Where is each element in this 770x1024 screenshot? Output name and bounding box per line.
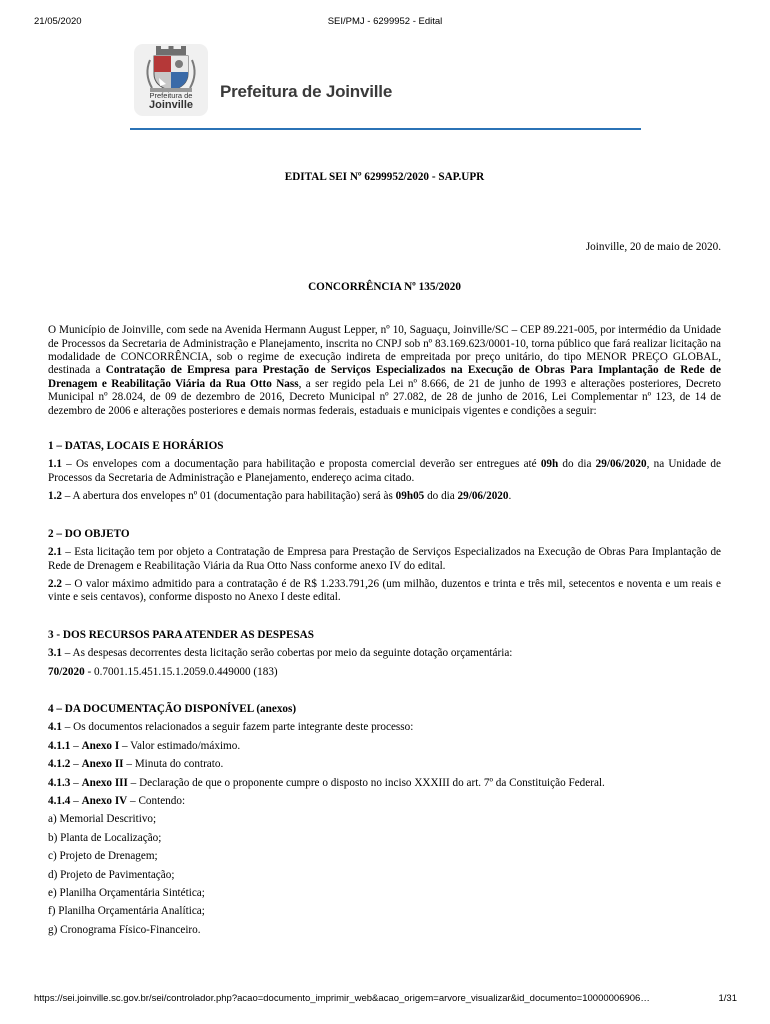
print-url: https://sei.joinville.sc.gov.br/sei/controlador.php?acao=documento_imprimir_web&acao_origem=arvore_visualizar&id_documento=10000006906… [34,993,650,1004]
date-line: Joinville, 20 de maio de 2020. [585,241,721,254]
annex-4-item: a) Memorial Descritivo; [48,813,157,826]
intro-paragraph: O Município de Joinville, com sede na Avenida Hermann August Lepper, nº 10, Saguaçu, Joinville/SC – CEP 89.221-005, por intermédio da Unidade de Processos da Secretaria de Administração e Planejamento, inscrita no CNPJ sob nº 83.169.623/0001-10, torna público que fará realizar licitação na modalidade de CONCORRÊNCIA, sob o regime de execução indireta de empreitada por preço unitário, do tipo MENOR PREÇO GLOBAL, destinada a Contratação de Empresa para Prestação de Serviços Especializados na Execução de Obras Para Implantação de Rede de Drenagem e Reabilitação Viária da Rua Otto Nass, a ser regido pela Lei nº 8.666, de 21 de junho de 1993 e alterações posteriores, Decreto Municipal nº 28.024, de 09 de dezembro de 2016, Decreto Municipal nº 27.082, de 28 de junho de 2016, Lei Complementar nº 123, de 14 de dezembro de 2006 e alterações posteriores e demais normas federais, estaduais e municipais vigentes e condições a seguir: [48,324,722,417]
paragraph-1-1: 1.1 – Os envelopes com a documentação para habilitação e proposta comercial deverão ser entregues até 09h do dia 29/06/2020, na Unidade de Processos da Secretaria de Administração e Planejamento, endereço acima citado. [48,458,721,484]
header-rule [130,128,641,130]
annex-3: 4.1.3 – Anexo III – Declaração de que o proponente cumpre o disposto no inciso XXXIII do art. 7º da Constituição Federal. [48,776,605,789]
city-logo-seal [134,44,208,116]
annex-4-item: d) Projeto de Pavimentação; [48,868,175,881]
section-3-heading: 3 - DOS RECURSOS PARA ATENDER AS DESPESAS [48,628,314,641]
edital-title: EDITAL SEI Nº 6299952/2020 - SAP.UPR [284,171,485,183]
paragraph-3-1: 3.1 – As despesas decorrentes desta licitação serão cobertas por meio da seguinte dotação orçamentária: [48,647,513,660]
annex-4-item: f) Planilha Orçamentária Analítica; [48,905,205,918]
section-1-heading: 1 – DATAS, LOCAIS E HORÁRIOS [48,440,224,453]
annex-1: 4.1.1 – Anexo I – Valor estimado/máximo. [48,739,241,752]
page-number: 1/31 [718,993,737,1004]
budget-line: 70/2020 - 0.7001.15.451.15.1.2059.0.449000 (183) [48,665,278,678]
annex-4-item: e) Planilha Orçamentária Sintética; [48,887,205,899]
paragraph-2-2: 2.2 – O valor máximo admitido para a contratação é de R$ 1.233.791,26 (um milhão, duzentos e trinta e três mil, setecentos e noventa e um reais e vinte e seis centavos), conforme disposto no Anexo I deste edital. [48,577,721,604]
section-4-heading: 4 – DA DOCUMENTAÇÃO DISPONÍVEL (anexos) [48,702,297,715]
seal-line-2: Joinville [148,99,194,111]
paragraph-4-1: 4.1 – Os documentos relacionados a seguir fazem parte integrante deste processo: [48,721,414,734]
annex-4-item: c) Projeto de Drenagem; [48,850,158,863]
annex-4-item: g) Cronograma Físico-Financeiro. [48,923,201,936]
seal-line-1: Prefeitura de [149,91,193,100]
prefeitura-name: Prefeitura de Joinville [220,82,393,101]
paragraph-2-1: 2.1 – Esta licitação tem por objeto a Contratação de Empresa para Prestação de Serviços Especializados na Execução de Obras Para Implantação de Rede de Drenagem e Reabilitação Viária da Rua Otto Nass conforme anexo IV do edital. [48,546,721,572]
concorrencia-title: CONCORRÊNCIA Nº 135/2020 [308,280,461,293]
paragraph-1-2: 1.2 – A abertura dos envelopes nº 01 (documentação para habilitação) será às 09h05 do dia 29/06/2020. [48,490,512,503]
annex-4-item: b) Planta de Localização; [48,831,162,844]
print-date: 21/05/2020 [34,16,82,27]
annex-4: 4.1.4 – Anexo IV – Contendo: [48,794,186,807]
section-2-heading: 2 – DO OBJETO [48,527,130,540]
annex-2: 4.1.2 – Anexo II – Minuta do contrato. [48,758,224,771]
print-title: SEI/PMJ - 6299952 - Edital [327,16,443,27]
document-body [48,150,721,942]
